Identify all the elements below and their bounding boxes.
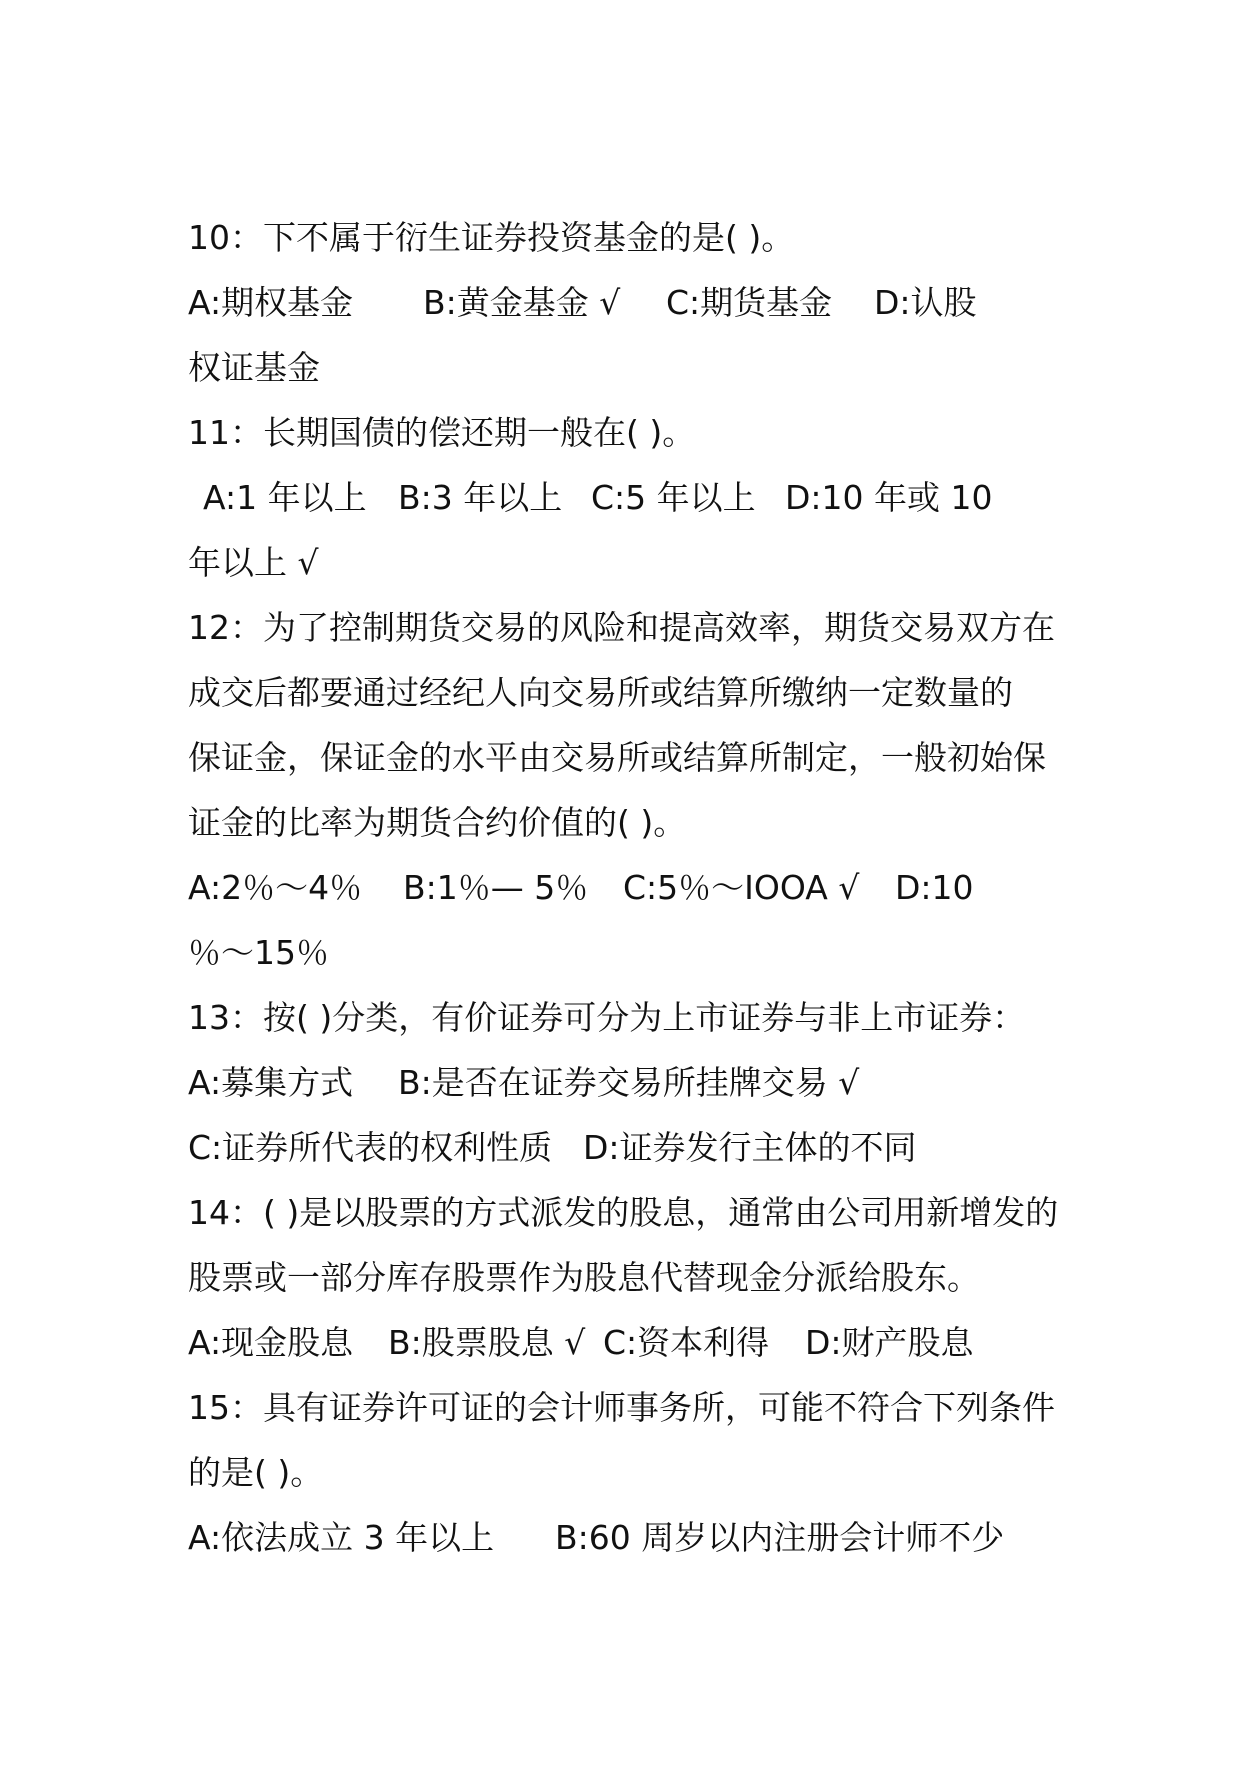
question-11-stem: 11：长期国债的偿还期一般在( )。: [188, 413, 696, 452]
question-stem: [188, 595, 1068, 660]
option-b: B:股票股息 √: [388, 1323, 586, 1362]
option-d: D:10: [895, 868, 974, 907]
question-12-stem-line-3: 保证金，保证金的水平由交易所或结算所制定，一般初始保: [188, 738, 1046, 777]
option-b: B:3 年以上: [398, 478, 563, 517]
question-stem: [188, 400, 1068, 465]
question-15-stem-line-1: 15：具有证券许可证的会计师事务所，可能不符合下列条件: [188, 1388, 1055, 1427]
question-stem: [188, 985, 1068, 1050]
option-b: B:60 周岁以内注册会计师不少: [555, 1518, 1005, 1557]
option-c: C:资本利得: [603, 1323, 770, 1362]
question-stem: [188, 725, 1068, 790]
question-14-stem-line-1: 14：( )是以股票的方式派发的股息，通常由公司用新增发的: [188, 1193, 1059, 1232]
question-stem: [188, 1440, 1068, 1505]
question-12-stem-line-2: 成交后都要通过经纪人向交易所或结算所缴纳一定数量的: [188, 673, 1013, 712]
options-row: [188, 855, 1068, 920]
option-c: C:证券所代表的权利性质: [188, 1128, 553, 1167]
options-row-continued: [188, 920, 1068, 985]
question-stem: [188, 205, 1068, 270]
option-b: B:1％— 5％: [403, 868, 589, 907]
option-d: D:证券发行主体的不同: [583, 1128, 917, 1167]
question-13-stem: 13：按( )分类，有价证券可分为上市证券与非上市证券：: [188, 998, 1026, 1037]
options-row: [188, 270, 1068, 335]
options-row: [188, 1505, 1068, 1570]
document-page: [188, 205, 1068, 1570]
question-12-stem-line-1: 12：为了控制期货交易的风险和提高效率，期货交易双方在: [188, 608, 1055, 647]
option-d-continued: 年以上 √: [188, 543, 319, 582]
options-row: [188, 1050, 1068, 1115]
option-a: A:2％～4％: [188, 868, 363, 907]
option-b: B:黄金基金 √: [423, 283, 621, 322]
options-row: [188, 465, 1068, 530]
option-d: D:认股: [874, 283, 977, 322]
question-10-stem: 10：下不属于衍生证券投资基金的是( )。: [188, 218, 795, 257]
option-a: A:期权基金: [188, 283, 354, 322]
option-b: B:是否在证券交易所挂牌交易 √: [398, 1063, 860, 1102]
question-stem: [188, 1375, 1068, 1440]
option-d: D:财产股息: [805, 1323, 974, 1362]
options-row-continued: [188, 530, 1068, 595]
option-c: C:5 年以上: [591, 478, 756, 517]
option-c: C:5％～IOOA √: [623, 868, 860, 907]
question-stem: [188, 790, 1068, 855]
options-row-continued: [188, 335, 1068, 400]
option-d: D:10 年或 10: [785, 478, 993, 517]
option-a: A:现金股息: [188, 1323, 354, 1362]
question-stem: [188, 1180, 1068, 1245]
question-stem: [188, 660, 1068, 725]
option-c: C:期货基金: [666, 283, 833, 322]
question-14-stem-line-2: 股票或一部分库存股票作为股息代替现金分派给股东。: [188, 1258, 980, 1297]
option-a: A:依法成立 3 年以上: [188, 1518, 495, 1557]
options-row: [188, 1115, 1068, 1180]
question-15-stem-line-2: 的是( )。: [188, 1453, 324, 1492]
option-d-continued: ％～15％: [188, 933, 329, 972]
options-row: [188, 1310, 1068, 1375]
question-12-stem-line-4: 证金的比率为期货合约价值的( )。: [188, 803, 687, 842]
option-d-continued: 权证基金: [188, 348, 320, 387]
option-a: A:募集方式: [188, 1063, 354, 1102]
question-stem: [188, 1245, 1068, 1310]
option-a: A:1 年以上: [203, 478, 367, 517]
